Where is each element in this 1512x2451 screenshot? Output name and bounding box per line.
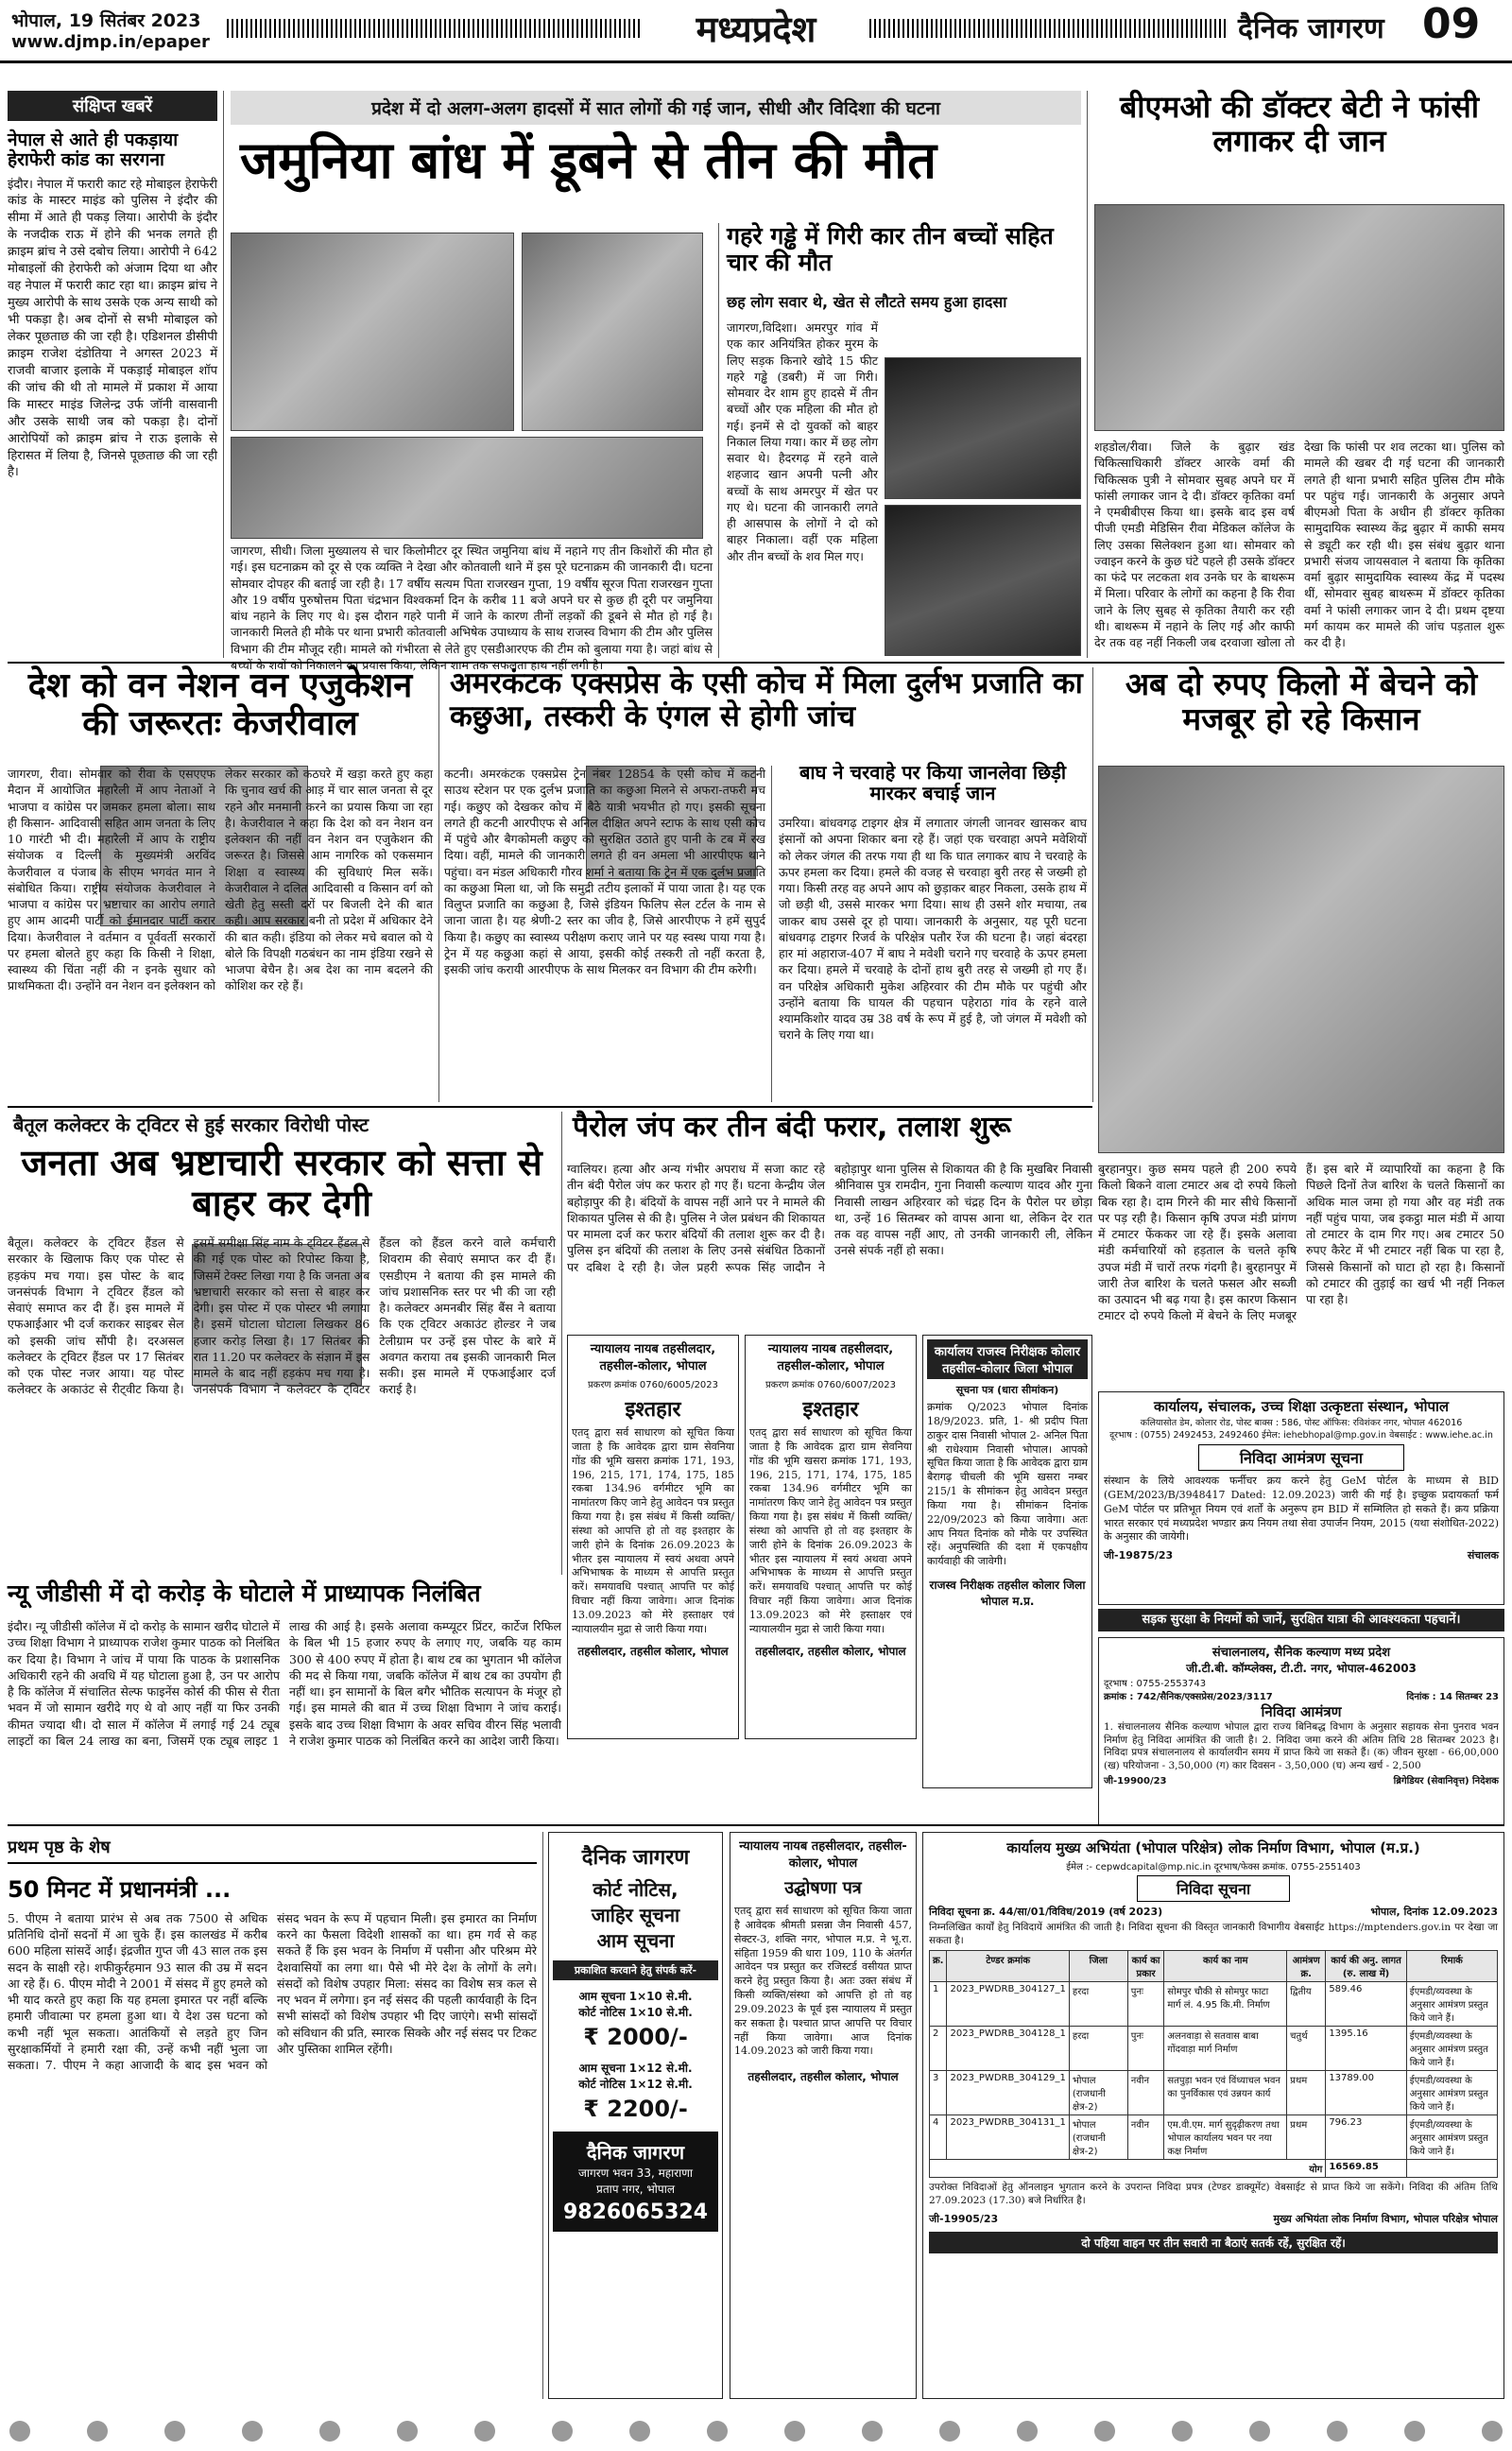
court-ad-t2: जाहिर सूचना bbox=[591, 1904, 680, 1926]
registration-dot bbox=[319, 2421, 340, 2442]
table-cell: एम.वी.एम. मार्ग सुदृढ़ीकरण तथा भोपाल कार्यालय भवन पर नया कक्ष निर्माण bbox=[1164, 2115, 1287, 2160]
gdc-story bbox=[8, 1580, 561, 1817]
farmers-photo bbox=[1098, 766, 1504, 1153]
registration-dot bbox=[1327, 2421, 1348, 2442]
kejriwal-headline: देश को वन नेशन वन एजुकेशन की जरूरतः केजरीवाल bbox=[27, 666, 413, 744]
row2-rule bbox=[8, 1106, 1092, 1108]
masthead-rule bbox=[0, 60, 1512, 63]
edu-addr: कलियासोत डेम, कोलार रोड, पोस्ट बाक्स : 586, पोस्ट ऑफिस: रविशंकर नगर, भोपाल 462016 bbox=[1140, 1418, 1463, 1428]
front-remainder bbox=[8, 1832, 537, 2399]
kolar-notice bbox=[922, 1335, 1092, 1788]
pwd-ref: निविदा सूचना क्र. 44/सा/01/विविध/2019 (वर्ष 2023) bbox=[929, 1906, 1163, 1918]
registration-dot bbox=[1017, 2421, 1038, 2442]
table-cell: 796.23 bbox=[1326, 2115, 1406, 2160]
welfare-tender bbox=[1098, 1637, 1504, 1826]
registration-dot bbox=[552, 2421, 573, 2442]
total-value: 16569.85 bbox=[1326, 2160, 1406, 2178]
table-cell: ईएमडी/व्यवस्था के अनुसार आमंत्रण प्रस्तुत किये जाने हैं। bbox=[1406, 2115, 1497, 2160]
table-total-row bbox=[930, 2160, 1498, 2178]
registration-dot bbox=[862, 2421, 883, 2442]
briefs-header: संक्षिप्त खबरें bbox=[8, 91, 217, 121]
udghoshna-title: उद्घोषणा पत्र bbox=[784, 1878, 862, 1898]
table-cell: चतुर्थ bbox=[1287, 2027, 1326, 2071]
notice-2-case: प्रकरण क्रमांक 0760/6007/2023 bbox=[765, 1380, 897, 1390]
notice-1-court: न्यायालय नायब तहसीलदार, तहसील-कोलार, भोपाल bbox=[590, 1342, 716, 1373]
welfare-box: निविदा आमंत्रण bbox=[1261, 1703, 1342, 1720]
pwd-email: ईमेल :- cepwdcapital@mp.nic.in दूरभाष/फेक्स क्रमांक. 0755-2551403 bbox=[1066, 1862, 1361, 1873]
table-cell: 1395.16 bbox=[1326, 2027, 1406, 2071]
notice-2-court: न्यायालय नायब तहसीलदार, तहसील-कोलार, भोपाल bbox=[767, 1342, 894, 1373]
court-ad-r1b: कोर्ट नोटिस 1×10 से.मी. bbox=[578, 2006, 693, 2019]
pwd-sign-row bbox=[929, 2212, 1498, 2226]
kejriwal-body: जागरण, रीवा। सोमवार को रीवा के एसएएफ मैदान में आयोजित महारैली में आप नेताओं ने भाजपा व कांग्रेस पर जमकर हमला बोला। साथ ही किसान- आदिवासी सहित आम जनता के लिए 10 गारंटी भी दी। महारैली में आप के राष्ट्रीय संयोजक व दिल्ली के मुख्यमंत्री अरविंद केजरीवाल व पंजाब के सीएम भगवंत मान ने संबोधित किया। राष्ट्रीय संयोजक केजरीवाल ने भाजपा व कांग्रेस पर भ्रष्टाचार का आरोप लगाते हुए आम आदमी पार्टी को ईमानदार पार्टी करार दिया। केजरीवाल ने वर्तमान व पूर्ववर्ती सरकारों पर हमला बोलते हुए कहा कि किसी ने शिक्षा, स्वास्थ्य की चिंता नहीं की न इनके सुधार को प्राथमिकता दी। उन्होंने वन नेशन वन इलेक्शन को लेकर सरकार को कठघरे में खड़ा करते हुए कहा कि चुनाव खर्च की आड़ में चार साल जनता से दूर रहने और मनमानी करने का प्रयास किया जा रहा है। केजरीवाल ने कहा कि देश को वन नेशन वन इलेक्शन की नहीं वन नेशन वन एजुकेशन की जरूरत है। जिससे आम नागरिक को एकसमान शिक्षा व स्वास्थ्य की सुविधाएं मिल सकें। केजरीवाल ने दलित आदिवासी व किसान वर्ग को खेती हेतु सस्ती दरों पर बिजली देने की बात कही। आप सरकार बनी तो प्रदेश में अधिकार देने की बात कही। इंडिया को लेकर मचे बवाल को ये बोले कि विपक्षी गठबंधन का नाम इंडिया रखने से भाजपा बेचैन है। अब देश का नाम बदलने की कोशिश कर रहे हैं। bbox=[8, 767, 433, 993]
pwd-sign: मुख्य अभियंता लोक निर्माण विभाग, भोपाल परिक्षेत्र भोपाल bbox=[1273, 2212, 1498, 2225]
court-ad-brand: दैनिक जागरण bbox=[581, 1846, 690, 1870]
court-ad-r2b: कोर्ट नोटिस 1×12 से.मी. bbox=[578, 2078, 693, 2091]
table-cell: पुनः bbox=[1127, 2027, 1164, 2071]
edu-ref: जी-19875/23 bbox=[1104, 1549, 1174, 1562]
udghoshna-court: न्यायालय नायब तहसीलदार, तहसील-कोलार, भोपाल bbox=[739, 1839, 907, 1871]
car-body: जागरण,विदिशा। अमरपुर गांव में एक कार अनियंत्रित होकर मुरम के लिए सड़क किनारे खोदे 15 फीट गहरे गड्ढे (डबरी) में जा गिरी। सोमवार देर शाम हुए हादसे में तीन बच्चों और एक महिला की मौत हो गई। इनमें से दो युवकों को बाहर निकाल लिया गया। कार में छह लोग सवार थे। हैदरगढ़ में रहने वाले शहजाद खान अपनी पत्नी और बच्चों के साथ अमरपुर में खेत पर गए थे। घटना की जानकारी लगते ही आसपास के लोगों ने दो को बाहर निकाला। वहीं एक महिला और तीन बच्चों के शव मिल गए। bbox=[727, 320, 878, 563]
notice-1-body: एतद् द्वारा सर्व साधारण को सूचित किया जाता है कि आवेदक द्वारा ग्राम सेवनिया गोंड की भूमि खसरा क्रमांक 171, 193, 196, 215, 171, 174, 175, 185 रकबा 134.96 वर्गमीटर भूमि का नामांतरण किए जाने हेतु आवेदन पत्र प्रस्तुत किया गया है। इस संबंध में किसी व्यक्ति/संस्था को आपत्ति हो तो वह इश्तहार के जारी होने के दिनांक 26.09.2023 के भीतर इस न्यायालय में स्वयं अथवा अपने अभिभाषक के माध्यम से आपत्ति प्रस्तुत करें। समयावधि पश्चात् आपत्ति पर कोई विचार नहीं किया जावेगा। आज दिनांक 13.09.2023 को मेरे हस्ताक्षर एवं न्यायालयीन मुद्रा से जारी किया गया। bbox=[572, 1426, 734, 1635]
row3-rule bbox=[8, 1824, 1504, 1826]
parole-headline: पैरोल जंप कर तीन बंदी फरार, तलाश शुरू bbox=[573, 1111, 1011, 1144]
registration-dot bbox=[1172, 2421, 1193, 2442]
pwd-col-header: जिला bbox=[1069, 1951, 1127, 1982]
lead-photo-1 bbox=[231, 233, 514, 431]
notice-ishtihar-1 bbox=[567, 1335, 739, 1739]
table-cell: नवीन bbox=[1127, 2071, 1164, 2115]
welfare-phone: दूरभाष : 0755-2553743 bbox=[1104, 1679, 1207, 1689]
udghoshna-notice bbox=[730, 1832, 917, 2399]
edu-box: निविदा आमंत्रण सूचना bbox=[1198, 1444, 1404, 1471]
gdc-headline: न्यू जीडीसी में दो करोड़ के घोटाले में प्राध्यापक निलंबित bbox=[8, 1579, 481, 1607]
table-cell: नवीन bbox=[1127, 2115, 1164, 2160]
pwd-box: निविदा सूचना bbox=[1137, 1875, 1290, 1902]
table-cell: 2023_PWDRB_304131_1 bbox=[947, 2115, 1069, 2160]
notice-1-sign: तहसीलदार, तहसील कोलार, भोपाल bbox=[577, 1644, 729, 1658]
briefs-column bbox=[8, 91, 217, 658]
farmers-body: बुरहानपुर। कुछ समय पहले ही 200 रुपये किलो बिकने वाला टमाटर अब दो रुपये किलो बिक रहा है। दाम गिरने की मार सीधे किसानों पर पड़ रही है। किसान कृषि उपज मंडी प्रांगण में टमाटर फेंककर जा रहे हैं। इसके अलावा मंडी कर्मचारियों को हड़ताल के चलते कृषि उपज मंडी में चारों तरफ गंदगी है। बुरहानपुर में जारी तेज बारिश के चलते फसल और सब्जी का उत्पादन भी बढ़ गया है। इस कारण किसान टमाटर दो रुपये किलो में बेचने के लिए मजबूर हैं। इस बारे में व्यापारियों का कहना है कि पिछले दिनों तेज बारिश के चलते किसानों का अधिक माल जमा हो गया और वह मंडी तक नहीं पहुंच पाया, जब इकट्ठा माल मंडी में आया तो टमाटर के दाम गिर गए। अब टमाटर 50 रुपए कैरेट में भी टमाटर नहीं बिक पा रहा है, जिससे किसानों को घाटा हो रहा है। किसानों को टमाटर की तुड़ाई का खर्च भी नहीं निकल पा रहा है। bbox=[1098, 1162, 1504, 1323]
parole-body: ग्वालियर। हत्या और अन्य गंभीर अपराध में सजा काट रहे तीन बंदी पैरोल जंप कर फरार हो गए हैं। घटना केन्द्रीय जेल बहोड़ापुर की है। बंदियों के वापस नहीं आने पर ने मामले की शिकायत पुलिस से की है। पुलिस ने जेल प्रबंधन की शिकायत पर मामला दर्ज कर फरार बंदियों की तलाश शुरू कर दी है। पुलिस इन बंदियों की तलाश के लिए उनसे संबंधित ठिकानों पर दबिश दे रही है। जेल प्रहरी रूपक सिंह जादौन ने बहोड़ापुर थाना पुलिस से शिकायत की है कि मुखबिर निवासी श्रीनिवास पुत्र रामदीन, गुना निवासी कल्याण यादव और गुना निवासी लाखन अहिरवार को चंद्रह दिन के पैरोल पर छोड़ा था, उन्हें 16 सितम्बर को वापस आना था, लेकिन देर रात तक वह वापस नहीं आए, तो उनकी जानकारी ली, लेकिन उनसे संपर्क नहीं हो सका। bbox=[567, 1162, 1092, 1274]
betul-body: बैतूल। कलेक्टर के ट्विटर हैंडल से सरकार के खिलाफ किए एक पोस्ट से हड़कंप मच गया। इस पोस्ट के बाद जनसंपर्क विभाग ने ट्विटर हैंडल को सेवाएं समाप्त कर दी हैं। इस मामले में एफआईआर भी दर्ज कराकर साइबर सेल को इसकी जांच सौंपी है। दरअसल कलेक्टर के ट्विटर हैंडल पर 17 सितंबर को एक पोस्ट नजर आया। यह पोस्ट कलेक्टर के अकाउंट से रीट्वीट किया है। इसमें समीक्षा सिंह नाम के ट्विटर हैंडल से की गई एक पोस्ट को रिपोस्ट किया है, जिसमें टेक्स्ट लिखा गया है कि जनता अब भ्रष्टाचारी सरकार को सत्ता से बाहर कर देगी। इस पोस्ट में एक पोस्टर भी लगाया है। इसमें घोटाला घोटाला लिखकर 86 हजार करोड़ लिखा है। 17 सितंबर की रात 11.20 पर कलेक्टर के संज्ञान में इस मामले के बाद नहीं हड़कंप मच गया है। जनसंपर्क विभाग ने कलेक्टर के ट्विटर हैंडल को हैंडल करने वाले कर्मचारी शिवराम की सेवाएं समाप्त कर दी हैं। एसडीएम ने बताया की इस मामले की जांच प्रशासनिक स्तर पर भी की जा रही है। कलेक्टर अमनबीर सिंह बैंस ने बताया कि एक ट्विटर अकाउंट होल्डर ने जब टेलीग्राम पर उन्हें इस पोस्ट के बारे में अवगत कराया तब इसकी जानकारी मिल सकी। इस मामले में एफआईआर दर्ज कराई है। bbox=[8, 1235, 556, 1397]
car-photo-2 bbox=[885, 505, 1081, 656]
pwd-date: भोपाल, दिनांक 12.09.2023 bbox=[1370, 1906, 1498, 1918]
table-row bbox=[930, 2027, 1498, 2071]
lead-rule bbox=[1087, 91, 1088, 658]
table-cell: 1 bbox=[930, 1982, 947, 2027]
paper-name: दैनिक जागरण bbox=[1238, 12, 1384, 45]
court-ad-band: प्रकाशित करवाने हेतु संपर्क करें- bbox=[553, 1960, 718, 1980]
registration-dot bbox=[87, 2421, 108, 2442]
table-cell: ईएमडी/व्यवस्था के अनुसार आमंत्रण प्रस्तुत किये जाने हैं। bbox=[1406, 2071, 1497, 2115]
masthead-stripes-right bbox=[869, 19, 1228, 38]
pwd-col-header: कार्य का प्रकार bbox=[1127, 1951, 1164, 1982]
kolar-sub: सूचना पत्र (धारा सीमांकन) bbox=[955, 1384, 1059, 1396]
table-row bbox=[930, 2071, 1498, 2115]
betul-rule bbox=[561, 1112, 562, 1575]
lead-inner-rule bbox=[718, 223, 719, 658]
pwd-ref2: जी-19905/23 bbox=[929, 2212, 999, 2225]
notice-1-case: प्रकरण क्रमांक 0760/6005/2023 bbox=[587, 1380, 719, 1390]
section-name: मध्यप्रदेश bbox=[696, 9, 816, 50]
kolar-sign: राजस्व निरीक्षक तहसील कोलार जिला भोपाल म.प्र. bbox=[929, 1579, 1086, 1609]
table-cell: सोमपुर चौकी से सोमपुर फाटा मार्ग लं. 4.95 कि.मी. निर्माण bbox=[1164, 1982, 1287, 2027]
registration-dot bbox=[1404, 2421, 1425, 2442]
front-rule bbox=[542, 1832, 543, 2399]
brief-body: इंदौर। नेपाल में फरारी काट रहे मोबाइल हेराफेरी कांड के मास्टर माइंड को पुलिस ने इंदौर की सीमा में आते ही पकड़ लिया। आरोपी के इंदौर के नजदीक राऊ में होने की भनक लगते ही क्राइम ब्रांच ने उसे दबोच लिया। आरोपी ने 642 मोबाइलों की हेराफेरी को अंजाम दिया था और वह नेपाल में फरारी काट रहा था। क्राइम ब्रांच ने मुख्य आरोपी के साथ उसके एक अन्य साथी को भी पकड़ा है। अब दोनों से सभी मोबाइल को लेकर पूछताछ की जा रही है। एडिशनल डीसीपी क्राइम राजेश दंडोतिया ने अगस्त 2023 में राजवी बाजार इलाके में पकड़ाई मोबाइल शॉप की जांच की थी तो मामले में प्रकाश में आया कि मास्टर माइंड जिलेन्द्र उर्फ जॉनी वासवानी और उसके साथी जब को पकड़ा है। दोनों आरोपियों को क्राइम ब्रांच ने राऊ इलाके से हिरासत में लिया है, जिनसे पूछताछ की जा रही है। bbox=[8, 177, 217, 480]
tortoise-body: कटनी। अमरकंटक एक्सप्रेस ट्रेन नंबर 12854 के एसी कोच में कटनी साउथ स्टेशन पर एक दुर्लभ प्रजाति का कछुआ मिलने से अफरा-तफरी मच गई। कछुए को देखकर कोच में बैठे यात्री भयभीत हो गए। इसकी सूचना लगते ही कटनी आरपीएफ से अनिल दीक्षित अपने स्टाफ के साथ एसी कोच में पहुंचे और बैगकोमली कछुए को सुरक्षित उठाते हुए पानी के टब में रख दिया। वहीं, मामले की जानकारी लगते ही वन अमला भी आरपीएफ थाने पहुंचा। वन मंडल अधिकारी गौरव शर्मा ने बताया कि ट्रेन में एक दुर्लभ प्रजाति का कछुआ मिला था, जो कि समुद्री तटीय इलाकों में पाया जाता है। यह एक विलुप्त प्रजाति का कछुआ है, जिसे इंडियन फिलिप सेल टर्टल के नाम से जाना जाता है। यह श्रेणी-2 स्तर का जीव है, जिसे आरपीएफ ने हमें सुपुर्द किया है। कछुए का स्वास्थ्य परीक्षण कराए जाने पर यह स्वस्थ पाया गया है। ट्रेन में यह कछुआ कहां से आया, इसकी कोई तस्करी तो नहीं करता है, इसकी जांच करायी आरपीएफ के साथ मिलकर वन विभाग की टीम करेगी। bbox=[444, 767, 765, 976]
tiger-headline: बाघ ने चरवाहे पर किया जानलेवा छिड़ी मारकर बचाई जान bbox=[799, 761, 1067, 805]
court-ad-p2: ₹ 2200/- bbox=[583, 2096, 688, 2122]
court-ad-addr1: जागरण भवन 33, महाराणा bbox=[577, 2166, 694, 2180]
farmers-story bbox=[1098, 667, 1504, 1386]
lead-photo-2 bbox=[522, 233, 703, 431]
brief-title: नेपाल से आते ही पकड़ाया हेराफेरी कांड का सरगना bbox=[8, 129, 179, 171]
welfare-ref: क्रमांक : 742/सैनिक/एक्सप्रेस/2023/3117 bbox=[1104, 1692, 1273, 1702]
registration-dot bbox=[629, 2421, 650, 2442]
car-subhead: छह लोग सवार थे, खेत से लौटते समय हुआ हादसा bbox=[727, 293, 1007, 311]
table-cell: 4 bbox=[930, 2115, 947, 2160]
notice-2-body: एतद् द्वारा सर्व साधारण को सूचित किया जाता है कि आवेदक द्वारा ग्राम सेवनिया गोंड की भूमि खसरा क्रमांक 171, 193, 196, 215, 171, 174, 175, 185 रकबा 134.96 वर्गमीटर भूमि का नामांतरण किए जाने हेतु आवेदन पत्र प्रस्तुत किया गया है। इस संबंध में किसी व्यक्ति/संस्था को आपत्ति हो तो वह इश्तहार के जारी होने के दिनांक 26.09.2023 के भीतर इस न्यायालय में स्वयं अथवा अपने अभिभाषक के माध्यम से आपत्ति प्रस्तुत करें। समयावधि पश्चात् आपत्ति पर कोई विचार नहीं किया जावेगा। आज दिनांक 13.09.2023 को मेरे हस्ताक्षर एवं न्यायालयीन मुद्रा से जारी किया गया। bbox=[749, 1426, 912, 1635]
welfare-sign: ब्रिगेडियर (सेवानिवृत्त) निदेशक bbox=[1393, 1775, 1499, 1786]
total-label: योग bbox=[930, 2160, 1326, 2178]
lead-story bbox=[231, 91, 1081, 672]
table-cell: 2 bbox=[930, 2027, 947, 2071]
court-ad-addr2: प्रताप नगर, भोपाल bbox=[596, 2183, 675, 2196]
court-ad-t1: कोर्ट नोटिस, bbox=[593, 1878, 679, 1901]
betul-headline: जनता अब भ्रष्टाचारी सरकार को सत्ता से बाहर कर देगी bbox=[21, 1142, 542, 1224]
registration-dot bbox=[242, 2421, 263, 2442]
pwd-col-header: रिमार्क bbox=[1406, 1951, 1497, 1982]
edu-signer: संचालक bbox=[1467, 1549, 1499, 1562]
tortoise-story bbox=[444, 667, 1087, 1102]
betul-story bbox=[8, 1112, 556, 1575]
table-cell: 13789.00 bbox=[1326, 2071, 1406, 2115]
tiger-body: उमरिया। बांधवगढ़ टाइगर क्षेत्र में लगातार जंगली जानवर खासकर बाघ इंसानों को अपना शिकार बना रहे हैं। जहां एक चरवाहा अपने मवेशियों को लेकर जंगल की तरफ गया ही था कि घात लगाकर बाघ ने चरवाहे के ऊपर हमला कर दिया। हमले की वजह से चरवाहा बुरी तरह से जख्मी हो गया। किसी तरह वह अपने आप को छुड़ाकर बाहर निकला, उसके हाथ में जो छड़ी थी, उससे मारकर भगा दिया। साथ ही उसने शोर मचाया, तब जाकर बाघ उससे दूर हो पाया। जानकारी के अनुसार, यह पूरी घटना बांधवगढ़ टाइगर रिजर्व के परिक्षेत्र पतौर रेंज की घटना है। जहां बंदरहा हार मां अहाराज-407 में बाघ ने मवेशी चराने गए चरवाहे के ऊपर हमला कर दिया। हमले में चरवाहे के दोनों हाथ बुरी तरह से जख्मी हो गए हैं। वन परिक्षेत्र अधिकारी मुकेश अहिरवार की टीम मौके पर पहुंची और उन्होंने बताया कि घायल की पहचान पहेराठा गांव के रहने वाले श्यामकिशोर यादव उम्र 38 वर्ष के रूप में हुई है, जो जंगल में मवेशी को चराने के लिए गया था। bbox=[779, 816, 1087, 1043]
table-cell: 2023_PWDRB_304127_1 bbox=[947, 1982, 1069, 2027]
dateline: भोपाल, 19 सितंबर 2023 bbox=[11, 10, 201, 31]
tortoise-rule bbox=[1092, 667, 1093, 1102]
table-cell: द्वितीय bbox=[1287, 1982, 1326, 2027]
lead-headline: जमुनिया बांध में डूबने से तीन की मौत bbox=[240, 130, 936, 190]
court-ad-footer bbox=[553, 2132, 718, 2232]
court-ad-t3: आम सूचना bbox=[596, 1929, 675, 1952]
table-cell: अलनवाड़ा से सतवास बाबा गोंदवाड़ा मार्ग निर्माण bbox=[1164, 2027, 1287, 2071]
pwd-table bbox=[929, 1950, 1498, 2178]
table-cell: ईएमडी/व्यवस्था के अनुसार आमंत्रण प्रस्तुत किये जाने हैं। bbox=[1406, 1982, 1497, 2027]
gdc-body: इंदौर। न्यू जीडीसी कॉलेज में दो करोड़ के सामान खरीद घोटाले में उच्च शिक्षा विभाग ने प्राध्यापक राजेश कुमार पाठक को निलंबित कर दिया है। विभाग ने जांच में पाया कि पाठक के प्रशासनिक अधिकारी रहने की अवधि में यह घोटाला हुआ है, उन पर आरोप है कि कॉलेज में संचालित सेल्फ फाइनेंस कोर्स की फीस से रीता भवन में जो सामान खरीदे गए थे वो आए नहीं या फिर उनकी कीमत ज्यादा थी। दो साल में कॉलेज में लगाई गई 24 ट्यूब लाइटों का बिल 24 लाख का बना, जिसमें एक ट्यूब लाइट 1 लाख की आई है। इसके अलावा कम्प्यूटर प्रिंटर, कार्टेज रिफिल के बिल भी 15 हजार रुपए के लगाए गए, जबकि यह काम 300 से 400 रुपए में होता है। बाथ टब का भुगतान भी कॉलेज की मद से किया गया, जबकि कॉलेज में बाथ टब का उपयोग ही नहीं था। इन सामानों के बिल बगैर भौतिक सत्यापन के मंजूर हो गई। इस मामले की बात में उच्च शिक्षा विभाग ने जांच कराई। इसके बाद उच्च शिक्षा विभाग के अवर सचिव वीरन सिंह भलावी ने राजेश कुमार पाठक को निलंबित करने का आदेश जारी किया। bbox=[8, 1619, 561, 1748]
bmo-headline: बीएमओ की डॉक्टर बेटी ने फांसी लगाकर दी जान bbox=[1119, 89, 1480, 159]
table-cell: 3 bbox=[930, 2071, 947, 2115]
pwd-title: कार्यालय मुख्य अभियंता (भोपाल परिक्षेत्र) लोक निर्माण विभाग, भोपाल (म.प्र.) bbox=[1006, 1839, 1420, 1856]
registration-dot bbox=[474, 2421, 495, 2442]
pwd-col-header: क्र. bbox=[930, 1951, 947, 1982]
pwd-intro: निम्नलिखित कार्यों हेतु निविदायें आमंत्रित की जाती है। निविदा सूचना की विस्तृत जानकारी विभागीय वेबसाईट https://mptenders.gov.in पर देखा जा सकता है। bbox=[929, 1922, 1498, 1946]
welfare-date: दिनांक : 14 सितम्बर 23 bbox=[1406, 1692, 1499, 1702]
court-ad-brand-2: दैनिक जागरण bbox=[586, 2141, 685, 2164]
pwd-table-body bbox=[930, 1982, 1498, 2178]
registration-marks bbox=[0, 2420, 1512, 2442]
edu-phone: दूरभाष : (0755) 2492453, 2492460 ईमेल: iehebhopal@mp.gov.in वेबसाईट : www.iehe.ac.in bbox=[1109, 1430, 1493, 1441]
notice-2-sign: तहसीलदार, तहसील कोलार, भोपाल bbox=[755, 1644, 906, 1658]
welfare-footer bbox=[1104, 1773, 1499, 1786]
registration-dot bbox=[707, 2421, 728, 2442]
registration-dot bbox=[784, 2421, 805, 2442]
welfare-body: 1. संचालनालय सैनिक कल्याण भोपाल द्वारा राज्य बिनिबद्ध विभाग के अनुसार सहायक सेना पुनराव भवन निर्माण हेतु निविदा आमंत्रित की जाती है। 2. निविदा जमा करने की अंतिम तिथि 28 सितम्बर 2023 है। निविदा प्रपत्र संचालनालय से कार्यालयीन समय में प्राप्त किये जा सकते हैं। (क) जीवन सुरक्षा - 66,00,000 (ख) परियोजना - 3,50,000 (ग) कार दिवसन - 3,50,000 (घ) अन्य खर्च - 2,500 bbox=[1104, 1721, 1499, 1771]
masthead-url[interactable]: www.djmp.in/epaper bbox=[11, 32, 210, 52]
pwd-col-header: कार्य का नाम bbox=[1164, 1951, 1287, 1982]
udghoshna-body: एतद् द्वारा सर्व साधारण को सूचित किया जाता है आवेदक श्रीमती प्रसन्ना जैन निवासी 457, सेक्टर-3, शक्ति नगर, भोपाल म.प्र. ने भू.रा. संहिता 1959 की धारा 109, 110 के अंतर्गत आवेदन पत्र प्रस्तुत कर रजिस्टर्ड वसीयत प्राप्त करने हेतु प्रस्तुत किया है। अतः उक्त संबंध में किसी व्यक्ति/संस्था को आपत्ति हो तो वह 29.09.2023 के पूर्व इस न्यायालय में प्रस्तुत कर सकता है। पश्चात प्राप्त आपत्ति पर विचार नहीं किया जावेगा। आज दिनांक 14.09.2023 को जारी किया गया। bbox=[734, 1905, 912, 2058]
table-cell: ईएमडी/व्यवस्था के अनुसार आमंत्रण प्रस्तुत किये जाने हैं। bbox=[1406, 2027, 1497, 2071]
udghoshna-sign: तहसीलदार, तहसील कोलार, भोपाल bbox=[747, 2070, 899, 2084]
front-header: प्रथम पृष्ठ के शेष bbox=[8, 1832, 537, 1864]
table-cell: भोपाल (राजधानी क्षेत्र-2) bbox=[1069, 2115, 1127, 2160]
pwd-col-header: कार्य की अनु. लागत (रु. लाख में) bbox=[1326, 1951, 1406, 1982]
lead-photo-3 bbox=[231, 437, 703, 539]
edu-tender bbox=[1098, 1391, 1504, 1605]
edu-title: कार्यालय, संचालक, उच्च शिक्षा उत्कृष्टता संस्थान, भोपाल bbox=[1153, 1398, 1450, 1415]
pwd-col-header: टेण्डर क्रमांक bbox=[947, 1951, 1069, 1982]
welfare-refline bbox=[1104, 1689, 1499, 1702]
table-cell: हरदा bbox=[1069, 1982, 1127, 2027]
row1-rule bbox=[8, 662, 1504, 664]
pwd-tender bbox=[922, 1832, 1504, 2399]
edu-safety-strip: सड़क सुरक्षा के नियमों को जानें, सुरक्षित यात्रा की आवश्यकता पहचानें। bbox=[1098, 1609, 1504, 1631]
masthead-stripes bbox=[227, 19, 643, 38]
table-row bbox=[930, 2115, 1498, 2160]
edu-footer bbox=[1104, 1548, 1499, 1562]
page-number: 09 bbox=[1422, 0, 1481, 48]
registration-dot bbox=[1249, 2421, 1270, 2442]
registration-dot bbox=[1094, 2421, 1115, 2442]
court-ad bbox=[548, 1832, 723, 2399]
table-cell: प्रथम bbox=[1287, 2071, 1326, 2115]
parole-story bbox=[567, 1112, 1092, 1329]
car-photo-1 bbox=[885, 357, 1081, 499]
table-cell: भोपाल (राजधानी क्षेत्र-2) bbox=[1069, 2071, 1127, 2115]
lead-kicker: प्रदेश में दो अलग-अलग हादसों में सात लोगों की गई जान, सीधी और विदिशा की घटना bbox=[231, 91, 1081, 125]
edu-body: संस्थान के लिये आवश्यक फर्नीचर क्रय करने हेतु GeM पोर्टल के माध्यम से BID (GEM/2023/B/3948417 Dated: 12.09.2023) जारी की गई है। इच्छुक प्रदायकर्ता फर्म GeM पोर्टल पर प्रतिभूत नियम एवं शर्तों के अनुरूप हम BID में सम्मिलित हो सकते हैं। क्रय प्रक्रिया भारत सरकार एवं मध्यप्रदेश भण्डार क्रय नियम तथा सेवा उपार्जन नियम, 2015 (यथा संशोधित-2022) के अनुसार की जायेगी। bbox=[1104, 1475, 1499, 1544]
court-ad-phone[interactable]: 9826065324 bbox=[562, 2201, 709, 2224]
court-ad-r2: आम सूचना 1×12 से.मी. bbox=[578, 2062, 693, 2075]
court-ad-r1: आम सूचना 1×10 से.मी. bbox=[578, 1990, 693, 2003]
front-body: 5. पीएम ने बताया प्रारंभ से अब तक 7500 से अधिक प्रतिनिधि दोनों सदनों में आ चुके हैं। इस कालखंड में करीब 600 महिला सांसदें आईं। इंद्रजीत गुप्त जी 43 साल तक इस सदन के साक्षी रहे। शफीकुर्रहमान 93 साल की उम्र में सदन आ रहे हैं। 6. पीएम मोदी ने 2001 में संसद में हुए हमले को भी याद करते हुए कहा कि यह हमला इमारत पर नहीं बल्कि हमारी जीवात्मा पर हमला हुआ था। ये देश उस घटना को कभी नहीं भूल सकता। आतंकियों से लड़ते हुए जिन सुरक्षाकर्मियों ने हमारी रक्षा की, उन्हें कभी नहीं भुला जा सकता। 7. पीएम ने कहा आजादी के बाद इस भवन को संसद भवन के रूप में पहचान मिली। इस इमारत का निर्माण करने का फैसला विदेशी शासकों का था। हम गर्व से कह सकते हैं कि इस भवन के निर्माण में पसीना और परिश्रम मेरे देशवासियों का लगा था। पैसे भी मेरे देश के लोगों के लगे। संसदों को विशेष उपहार मिला: संसद का विशेष सत्र कल से नए भवन में लगेगा। इन नई संसद की पहली कार्यवाही के दिन सभी सांसदों को विशेष उपहार भी दिए जाएंगे। सभी सांसदों को संविधान की प्रति, स्मारक सिक्के और नई संसद पर टिकट और पुस्तिका शामिल रहेंगी। bbox=[8, 1910, 537, 2073]
welfare-title: संचालनालय, सैनिक कल्याण मध्य प्रदेश bbox=[1211, 1646, 1391, 1660]
table-cell: पुनः bbox=[1127, 1982, 1164, 2027]
kolar-body: क्रमांक Q/2023 भोपाल दिनांक 18/9/2023. प्रति, 1- श्री प्रदीप पिता ठाकुर दास निवासी भोपाल 2- अनिल पिता श्री राधेश्याम निवासी भोपाल। आपको सूचित किया जाता है कि आवेदक द्वारा ग्राम बैरागढ़ चीचली की भूमि खसरा नम्बर 215/1 के सीमांकन हेतु आवेदन प्रस्तुत किया गया है। सीमांकन दिनांक 22/09/2023 को किया जावेगा। अतः आप नियत दिनांक को मौके पर उपस्थित रहें। अनुपस्थिति की दशा में एकपक्षीय कार्यवाही की जावेगी। bbox=[927, 1401, 1088, 1568]
table-cell: प्रथम bbox=[1287, 2115, 1326, 2160]
table-row bbox=[930, 1982, 1498, 2027]
pwd-footer: उपरोक्त निविदाओं हेतु ऑनलाइन भुगतान करने के उपरान्त निविदा प्रपत्र (टेण्डर डाक्यूमेंट) वेबसाईट से प्राप्त किये जा सकेंगे। निविदा की अंतिम तिथि 27.09.2023 (17.30) बजे निर्धारित है। bbox=[929, 2182, 1498, 2206]
kolar-title: कार्यालय राजस्व निरीक्षक कोलार तहसील-कोलार जिला भोपाल bbox=[927, 1339, 1088, 1379]
table-cell: हरदा bbox=[1069, 2027, 1127, 2071]
betul-kicker: बैतूल कलेक्टर के ट्विटर से हुई सरकार विरोधी पोस्ट bbox=[13, 1113, 369, 1136]
notice-2-title: इश्तहार bbox=[802, 1398, 859, 1422]
notice-1-title: इश्तहार bbox=[625, 1398, 681, 1422]
briefs-rule bbox=[223, 91, 224, 658]
kejriwal-rule bbox=[438, 667, 439, 1102]
car-headline: गहरे गड्ढे में गिरी कार तीन बच्चों सहित चार की मौत bbox=[727, 222, 1054, 276]
table-cell: 2023_PWDRB_304129_1 bbox=[947, 2071, 1069, 2115]
tortoise-inner-rule bbox=[771, 766, 772, 1102]
bmo-body: शहडोल/रीवा। जिले के बुढ़ार खंड चिकित्साधिकारी डॉक्टर आरके वर्मा की चिकित्सक पुत्री ने सोमवार सुबह अपने घर में फांसी लगाकर जान दे दी। डॉक्टर कृतिका वर्मा ने एमबीबीएस किया था। इसके बाद इस वर्ष पीजी एमडी मेडिसिन रीवा मेडिकल कॉलेज के लिए उसका सिलेक्शन हुआ था। सोमवार को ज्वाइन करने के कुछ घंटे पहले ही उसके डॉक्टर का फंदे पर लटकता शव उनके घर के बाथरूम में मिला। परिवार के लोगों का कहना है कि रीवा जाने के लिए सुबह से कृतिका तैयारी कर रही थी। बाथरूम में नहाने के लिए गई और काफी देर तक वह नहीं निकली जब दरवाजा खोला तो देखा कि फांसी पर शव लटका था। पुलिस को मामले की खबर दी गई घटना की जानकारी लगते ही थाना प्रभारी सहित पुलिस टीम मौके पर पहुंच गई। जानकारी के अनुसार अपने बीएमओ पिता के अधीन ही डॉक्टर कृतिका सामुदायिक स्वास्थ्य केंद्र बुढ़ार में काफी समय से ड्यूटी कर रही थी। इस संबंध बुढ़ार थाना प्रभारी संजय जायसवाल ने बताया कि कृतिका वर्मा बुढ़ार सामुदायिक स्वास्थ्य केंद्र में पदस्थ थीं, सोमवार सुबह बाथरूम में डॉक्टर कृतिका वर्मा ने फांसी लगाकर जान दे दी। प्रथम दृष्टया मर्ग कायम कर मामले की जांच पड़ताल शुरू कर दी है। bbox=[1094, 440, 1504, 649]
registration-dot bbox=[939, 2421, 960, 2442]
registration-dot bbox=[1482, 2421, 1503, 2442]
registration-dot bbox=[164, 2421, 185, 2442]
front-title: 50 मिनट में प्रधानमंत्री ... bbox=[8, 1876, 232, 1903]
welfare-ref2: जी-19900/23 bbox=[1104, 1775, 1167, 1786]
bmo-story bbox=[1094, 91, 1504, 658]
lead-body: जागरण, सीधी। जिला मुख्यालय से चार किलोमीटर दूर स्थित जमुनिया बांध में नहाने गए तीन किशोरों की मौत हो गई। इस घटनाक्रम को दूर से एक व्यक्ति ने देखा और कोतवाली थाने में इस पूरे घटनाक्रम की जानकारी दी। घटना सोमवार दोपहर की बताई जा रही है। 17 वर्षीय सत्यम पिता राजरखन गुप्ता, 19 वर्षीय सूरज पिता राजरखन गुप्ता और 19 वर्षीय पुरुषोत्तम पिता चंद्रभान विश्वकर्मा दिन के करीब 11 बजे अपने घर से कुछ ही दूरी पर जमुनिया बांध नहाने के लिए गए थे। इस दौरान गहरे पानी में जाने के कारण तीनों लड़कों की डूबने से मौत हो गई है। जानकारी मिलते ही मौके पर थाना प्रभारी कोतवाली अभिषेक उपाध्याय के साथ राजस्व विभाग की टीम और पुलिस विभाग की टीम मौजूद रही। मामले को गंभीरता से लेते हुए एसडीआरएफ की टीम को बुलाया गया है। जहां बांध से बच्चों के शवों को निकालने का प्रयास किया, लेकिन शाम तक सफलता हाथ नहीं लगी है। bbox=[231, 544, 713, 672]
tortoise-headline: अमरकंटक एक्सप्रेस के एसी कोच में मिला दुर्लभ प्रजाति का कछुआ, तस्करी के एंगल से होगी जांच bbox=[450, 666, 1083, 734]
table-cell: 2023_PWDRB_304128_1 bbox=[947, 2027, 1069, 2071]
farmers-headline: अब दो रुपए किलो में बेचने को मजबूर हो रहे किसान bbox=[1125, 665, 1478, 737]
court-ad-p1: ₹ 2000/- bbox=[583, 2024, 688, 2050]
kejriwal-story bbox=[8, 667, 433, 1102]
pwd-table-header bbox=[930, 1951, 1498, 1982]
registration-dot bbox=[397, 2421, 418, 2442]
notice-ishtihar-2 bbox=[745, 1335, 917, 1739]
pwd-col-header: आमंत्रण क्र. bbox=[1287, 1951, 1326, 1982]
welfare-addr: जी.टी.बी. कॉम्प्लेक्स, टी.टी. नगर, भोपाल-462003 bbox=[1186, 1662, 1417, 1675]
masthead bbox=[0, 0, 1512, 83]
bmo-photo bbox=[1094, 204, 1504, 431]
table-cell bbox=[1406, 2160, 1497, 2178]
table-cell: 589.46 bbox=[1326, 1982, 1406, 2027]
pwd-refline bbox=[929, 1905, 1498, 1919]
table-cell: सतपुड़ा भवन एवं विंध्याचल भवन का पुनर्विकास एवं उन्नयन कार्य bbox=[1164, 2071, 1287, 2115]
pwd-strip: दो पहिया वाहन पर तीन सवारी ना बैठाएं सतर्क रहें, सुरक्षित रहें। bbox=[929, 2232, 1498, 2253]
registration-dot bbox=[9, 2421, 30, 2442]
